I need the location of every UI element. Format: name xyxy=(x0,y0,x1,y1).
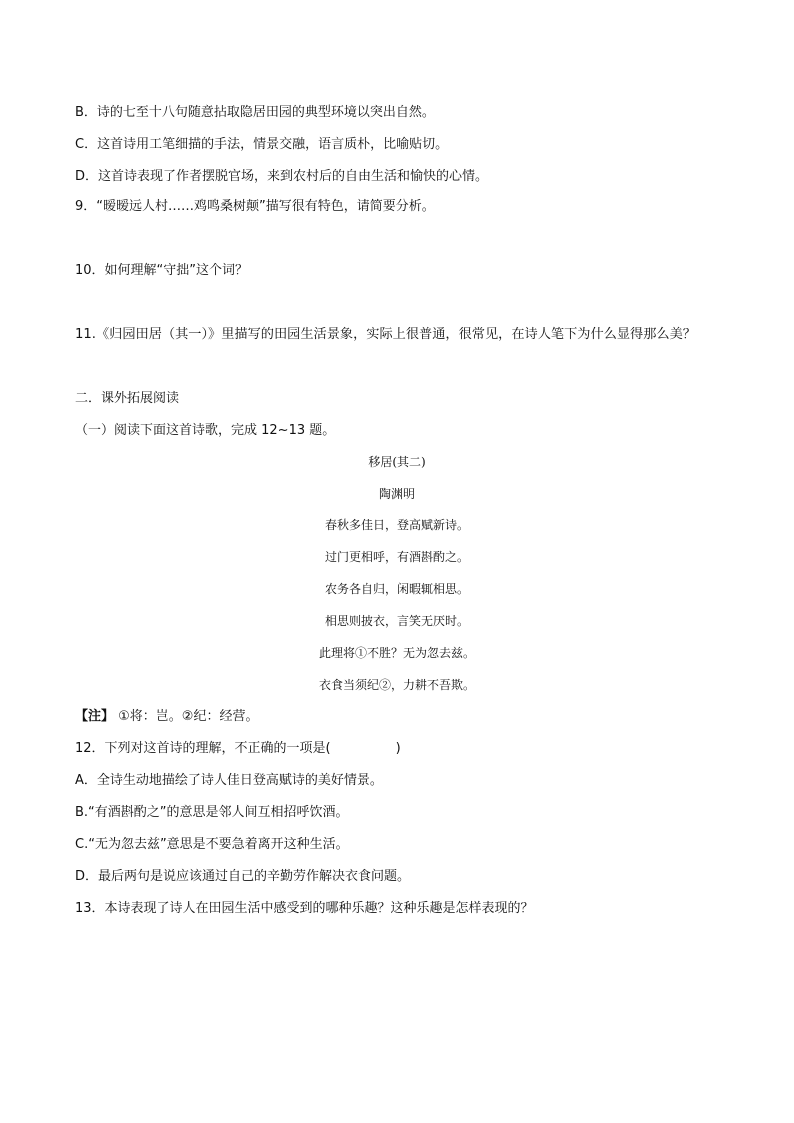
q12-option-d: D．最后两句是说应该通过自己的辛勤劳作解决衣食问题。 xyxy=(75,869,411,884)
poem-author: 陶渊明 xyxy=(378,487,415,501)
poem-line: 春秋多佳日，登高赋新诗。 xyxy=(324,518,469,532)
poem-line: 衣食当须纪②，力耕不吾欺。 xyxy=(318,678,475,692)
poem-line: 此理将①不胜？无为忽去兹。 xyxy=(318,646,475,660)
poem-line: 相思则披衣，言笑无厌时。 xyxy=(324,614,469,628)
q8-option-b: B．诗的七至十八句随意拈取隐居田园的典型环境以突出自然。 xyxy=(75,105,435,120)
question-12-stem: 12．下列对这首诗的理解，不正确的一项是( ) xyxy=(75,741,401,756)
section-2-title: 二．课外拓展阅读 xyxy=(75,391,180,406)
poem-title: 移居(其二) xyxy=(368,455,426,469)
poem-line: 农务各自归，闲暇辄相思。 xyxy=(324,582,469,596)
question-10: 10．如何理解“守拙”这个词？ xyxy=(75,263,249,278)
note-label: 【注】 xyxy=(75,709,115,724)
q12-option-b: B.“有酒斟酌之”的意思是邻人间互相招呼饮酒。 xyxy=(75,805,349,820)
q8-option-d: D．这首诗表现了作者摆脱官场，来到农村后的自由生活和愉快的心情。 xyxy=(75,169,489,184)
question-9: 9．“暧暧远人村……鸡鸣桑树颠”描写很有特色，请简要分析。 xyxy=(75,199,435,214)
q12-option-a: A．全诗生动地描绘了诗人佳日登高赋诗的美好情景。 xyxy=(75,773,383,788)
q12-option-c: C.“无为忽去兹”意思是不要急着离开这种生活。 xyxy=(75,837,349,852)
note-text: ①将：岂。②纪：经营。 xyxy=(114,709,259,724)
annotation-note xyxy=(75,708,258,726)
q8-option-c: C．这首诗用工笔细描的手法，情景交融，语言质朴，比喻贴切。 xyxy=(75,137,449,152)
question-13: 13．本诗表现了诗人在田园生活中感受到的哪种乐趣？这种乐趣是怎样表现的？ xyxy=(75,901,534,916)
section-2-part-1: （一）阅读下面这首诗歌，完成 12~13 题。 xyxy=(75,423,336,438)
poem-line: 过门更相呼，有酒斟酌之。 xyxy=(324,550,469,564)
question-11: 11.《归园田居（其一）》里描写的田园生活景象，实际上很普通，很常见，在诗人笔下为什么显得那么美？ xyxy=(75,327,696,342)
